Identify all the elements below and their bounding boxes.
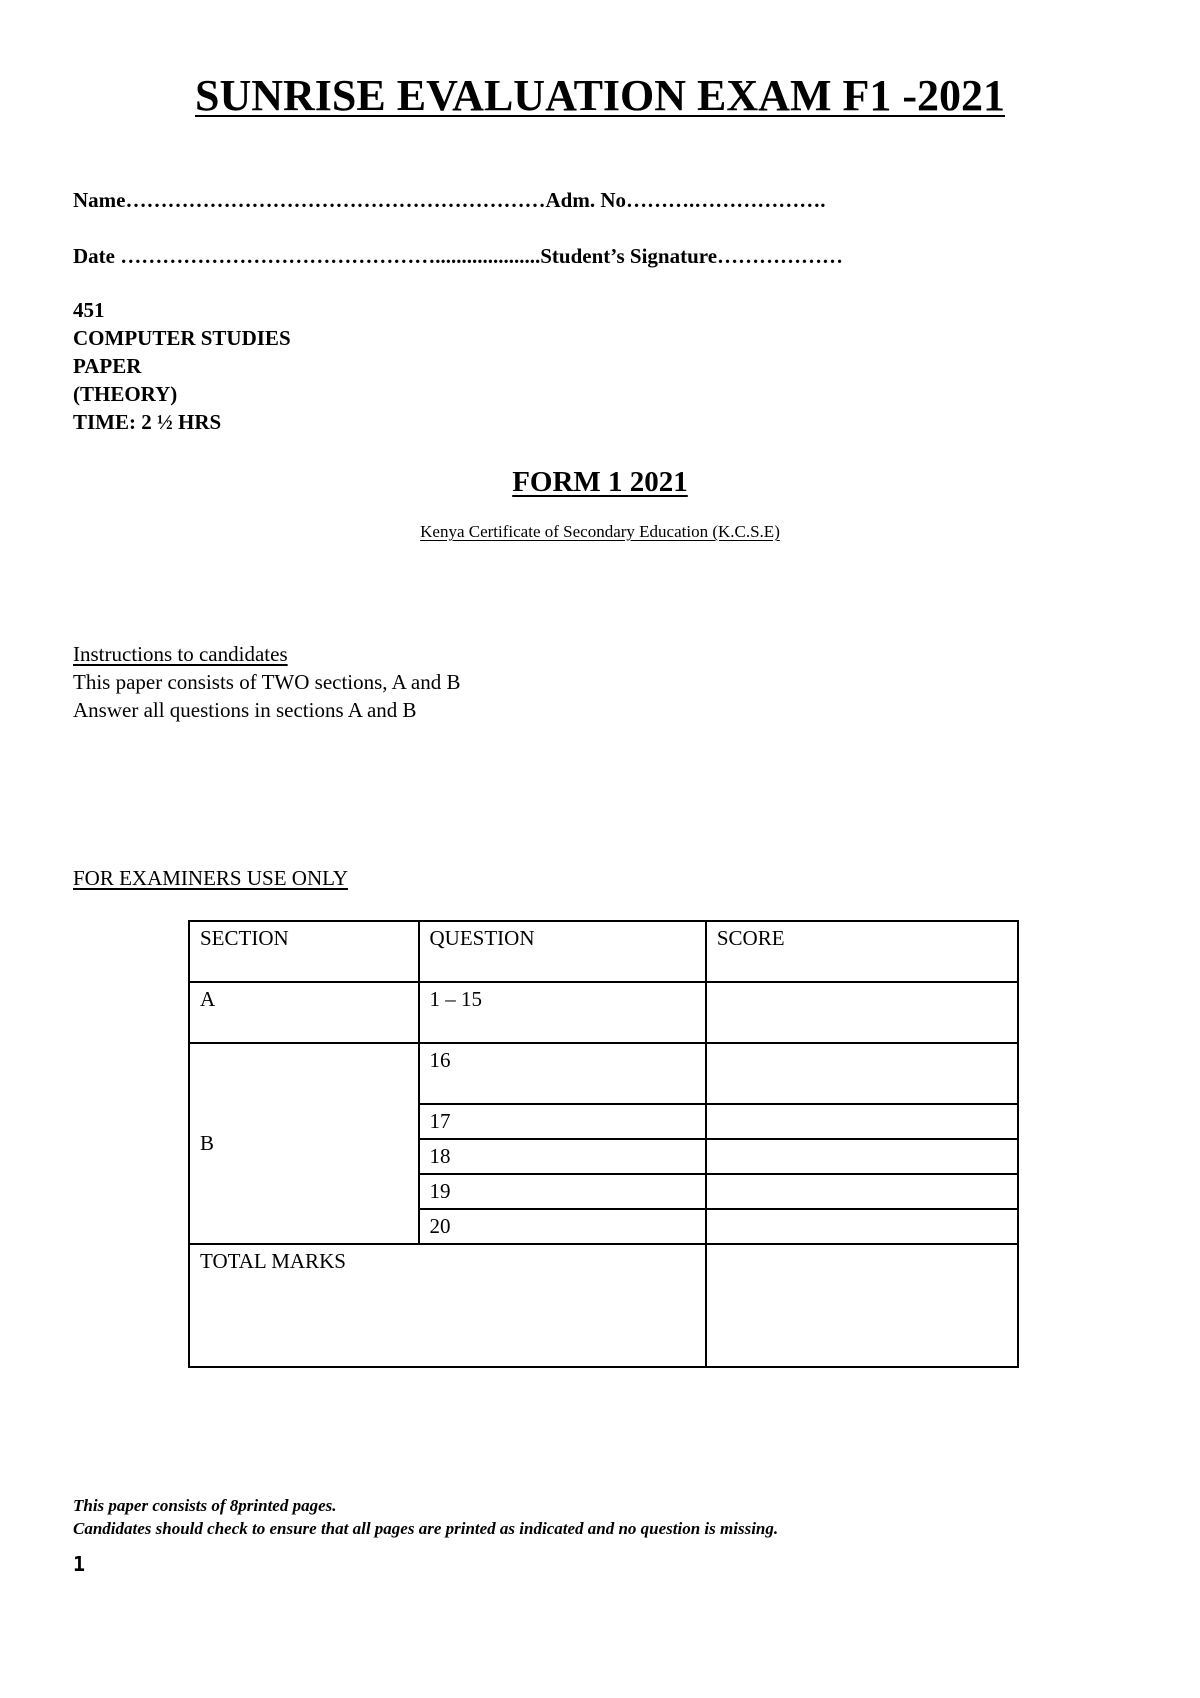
paper-code: 451	[73, 298, 105, 322]
form-title: FORM 1 2021	[512, 466, 688, 498]
question-number: 17	[419, 1104, 706, 1139]
certificate-name: Kenya Certificate of Secondary Education (K.C.S.E)	[420, 522, 780, 541]
section-b-label: B	[189, 1043, 419, 1244]
table-row	[189, 1043, 1018, 1104]
total-marks-label: TOTAL MARKS	[189, 1244, 706, 1367]
paper-info	[73, 296, 291, 436]
question-number: 16	[419, 1043, 706, 1104]
column-header-score: SCORE	[706, 921, 1018, 982]
subject-name: COMPUTER STUDIES	[73, 326, 291, 350]
footer-pages-note: This paper consists of 8printed pages.	[73, 1496, 337, 1515]
section-a-questions: 1 – 15	[419, 982, 706, 1043]
score-cell[interactable]	[706, 1174, 1018, 1209]
score-cell[interactable]	[706, 1104, 1018, 1139]
question-number: 20	[419, 1209, 706, 1244]
question-number: 19	[419, 1174, 706, 1209]
score-cell[interactable]	[706, 1209, 1018, 1244]
examiners-score-table	[188, 920, 1019, 1368]
name-adm-line: Name……………………………………………………Adm. No……….……………….	[73, 188, 826, 212]
footer-check-note: Candidates should check to ensure that all pages are printed as indicated and no question is missing.	[73, 1519, 779, 1538]
instruction-item: Answer all questions in sections A and B	[73, 698, 417, 722]
question-number: 18	[419, 1139, 706, 1174]
paper-type: (THEORY)	[73, 382, 178, 406]
instruction-item: This paper consists of TWO sections, A and B	[73, 670, 461, 694]
page-number: 1	[73, 1552, 86, 1576]
column-header-question: QUESTION	[419, 921, 706, 982]
score-cell[interactable]	[706, 1043, 1018, 1104]
instructions-block	[73, 640, 461, 724]
date-signature-line: Date ………………………………………....................Student’s Signature………………	[73, 244, 844, 268]
exam-title: SUNRISE EVALUATION EXAM F1 -2021	[194, 71, 1006, 120]
total-score-cell[interactable]	[706, 1244, 1018, 1367]
section-a-label: A	[189, 982, 419, 1043]
score-cell[interactable]	[706, 982, 1018, 1043]
exam-time: TIME: 2 ½ HRS	[73, 410, 222, 434]
column-header-section: SECTION	[189, 921, 419, 982]
table-header-row	[189, 921, 1018, 982]
instructions-heading: Instructions to candidates	[73, 642, 288, 666]
paper-label: PAPER	[73, 354, 142, 378]
score-cell[interactable]	[706, 1139, 1018, 1174]
table-row-section-a	[189, 982, 1018, 1043]
table-row-total	[189, 1244, 1018, 1367]
footer-notes	[73, 1494, 778, 1540]
examiners-heading: FOR EXAMINERS USE ONLY	[73, 866, 348, 890]
